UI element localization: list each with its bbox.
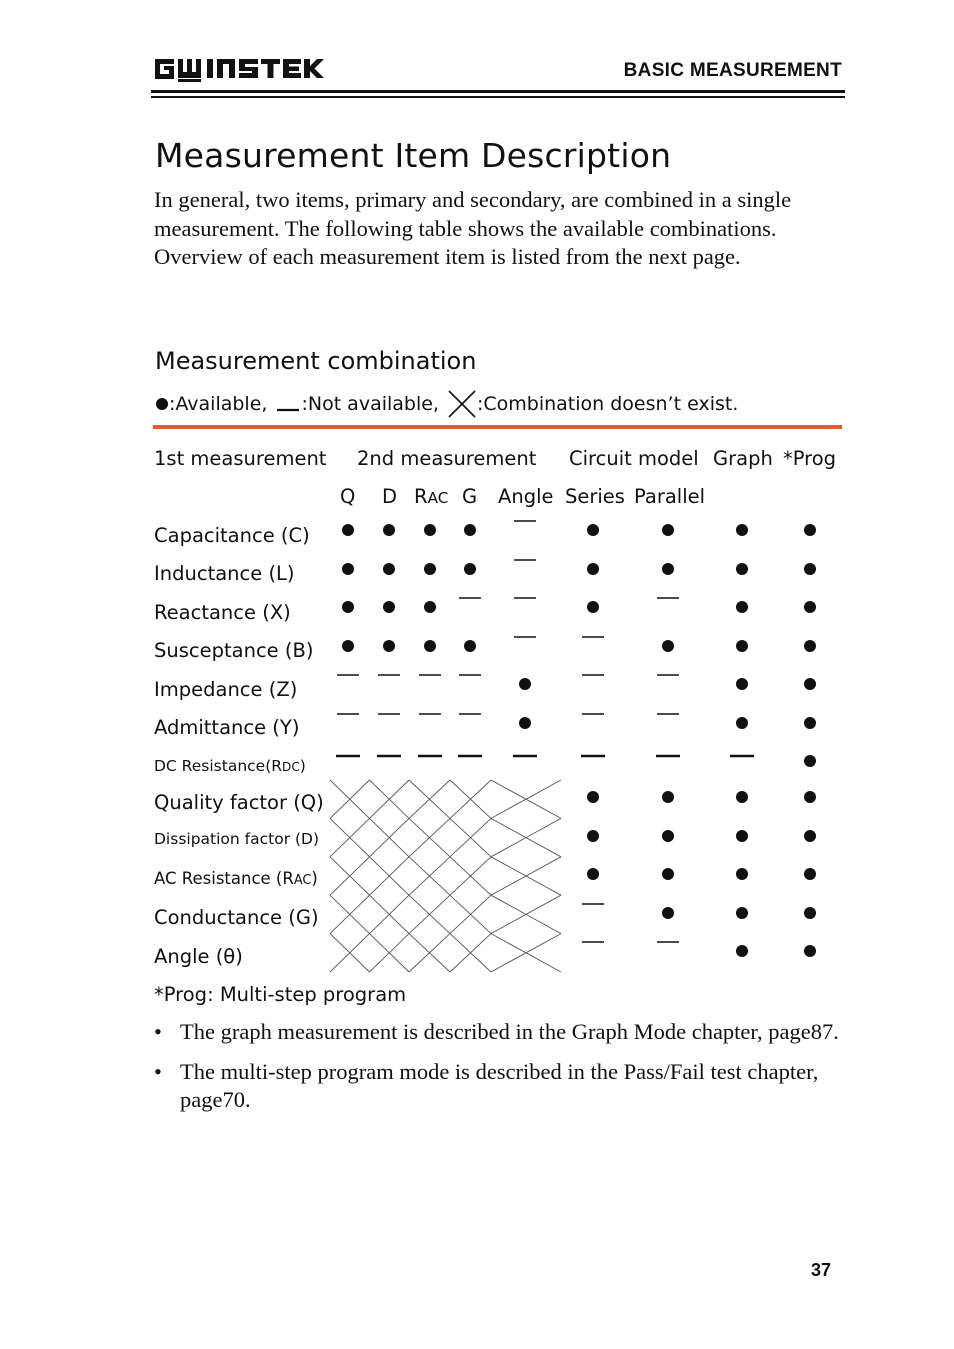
row-label-susceptance: Susceptance (B) bbox=[154, 639, 314, 662]
note-item: • The graph measurement is described in the Graph Mode chapter, page87. bbox=[154, 1018, 844, 1046]
available-mark bbox=[424, 640, 436, 652]
available-mark bbox=[424, 563, 436, 575]
available-mark bbox=[383, 601, 395, 613]
row-label-dc-sub: DC bbox=[282, 760, 300, 774]
available-mark bbox=[662, 640, 674, 652]
header-prog: *Prog bbox=[783, 447, 837, 470]
available-mark bbox=[424, 601, 436, 613]
subheader-angle: Angle bbox=[498, 485, 554, 508]
available-mark bbox=[342, 640, 354, 652]
header-circuit-model: Circuit model bbox=[569, 447, 699, 470]
available-mark bbox=[804, 945, 816, 957]
legend-not-available-label: :Not available, bbox=[301, 393, 439, 415]
available-mark bbox=[519, 678, 531, 690]
row-label-ac-end: ) bbox=[311, 869, 318, 888]
available-mark bbox=[736, 640, 748, 652]
available-mark bbox=[342, 524, 354, 536]
subheader-g: G bbox=[462, 485, 478, 508]
row-label-quality-factor: Quality factor (Q) bbox=[154, 791, 324, 814]
available-mark bbox=[804, 640, 816, 652]
available-mark bbox=[804, 678, 816, 690]
available-mark bbox=[736, 791, 748, 803]
row-label-inductance: Inductance (L) bbox=[154, 562, 295, 585]
header-first-measurement: 1st measurement bbox=[154, 447, 327, 470]
available-mark bbox=[736, 524, 748, 536]
available-mark bbox=[662, 563, 674, 575]
intro-paragraph: In general, two items, primary and secondary, are combined in a single measurement. The following table shows the available combinations. Overview of each measurement item is listed from the next page. bbox=[154, 187, 792, 269]
available-mark bbox=[804, 601, 816, 613]
available-mark bbox=[662, 830, 674, 842]
subheader-q: Q bbox=[340, 485, 356, 508]
available-mark bbox=[736, 945, 748, 957]
section-name: BASIC MEASUREMENT bbox=[623, 60, 842, 81]
header-graph: Graph bbox=[713, 447, 773, 470]
available-mark bbox=[342, 563, 354, 575]
section-subtitle: Measurement combination bbox=[155, 347, 477, 375]
available-mark bbox=[736, 907, 748, 919]
available-mark bbox=[519, 717, 531, 729]
row-label-ac-sub: AC bbox=[293, 873, 312, 888]
subheader-parallel: Parallel bbox=[634, 485, 706, 508]
row-label-conductance: Conductance (G) bbox=[154, 906, 319, 929]
available-mark bbox=[383, 640, 395, 652]
available-mark bbox=[736, 830, 748, 842]
row-label-angle: Angle (θ) bbox=[154, 945, 243, 968]
page-number: 37 bbox=[810, 1260, 831, 1280]
available-mark bbox=[587, 524, 599, 536]
available-mark bbox=[804, 717, 816, 729]
note-item: • The multi-step program mode is described in the Pass/Fail test chapter, page70. bbox=[154, 1058, 844, 1114]
page-title: Measurement Item Description bbox=[155, 136, 672, 175]
available-mark bbox=[662, 791, 674, 803]
available-mark bbox=[424, 524, 436, 536]
available-mark bbox=[736, 868, 748, 880]
available-mark bbox=[587, 601, 599, 613]
available-mark bbox=[383, 563, 395, 575]
available-mark bbox=[662, 524, 674, 536]
available-mark bbox=[587, 868, 599, 880]
available-mark bbox=[342, 601, 354, 613]
available-mark bbox=[587, 830, 599, 842]
row-label-dissipation-factor: Dissipation factor (D) bbox=[154, 830, 320, 848]
subheader-d: D bbox=[382, 485, 398, 508]
available-mark bbox=[383, 524, 395, 536]
footnote: *Prog: Multi-step program bbox=[154, 983, 407, 1006]
available-mark bbox=[804, 907, 816, 919]
available-mark bbox=[804, 830, 816, 842]
row-label-dc-main: DC Resistance(R bbox=[154, 757, 283, 775]
available-mark bbox=[804, 524, 816, 536]
available-mark bbox=[736, 601, 748, 613]
available-mark bbox=[804, 563, 816, 575]
available-mark bbox=[662, 868, 674, 880]
available-mark bbox=[804, 868, 816, 880]
available-mark bbox=[464, 524, 476, 536]
row-label-dc-end: ) bbox=[299, 757, 306, 775]
available-mark bbox=[464, 640, 476, 652]
available-mark bbox=[587, 791, 599, 803]
row-label-impedance: Impedance (Z) bbox=[154, 678, 298, 701]
subheader-series: Series bbox=[565, 485, 625, 508]
legend-available-label: :Available, bbox=[169, 393, 268, 415]
legend-not-exist-label: :Combination doesn’t exist. bbox=[476, 393, 739, 415]
available-mark bbox=[736, 563, 748, 575]
available-mark bbox=[804, 791, 816, 803]
header-second-measurement: 2nd measurement bbox=[357, 447, 537, 470]
subheader-rac-main: R bbox=[414, 485, 428, 508]
available-mark bbox=[662, 907, 674, 919]
row-label-ac-main: AC Resistance (R bbox=[154, 869, 294, 888]
available-mark bbox=[464, 563, 476, 575]
available-mark bbox=[804, 755, 816, 767]
notes-list bbox=[154, 1018, 844, 1126]
row-label-admittance: Admittance (Y) bbox=[154, 716, 300, 739]
row-label-capacitance: Capacitance (C) bbox=[154, 524, 310, 547]
subheader-rac-sub: AC bbox=[427, 489, 449, 507]
available-mark bbox=[736, 717, 748, 729]
available-mark bbox=[587, 563, 599, 575]
row-label-reactance: Reactance (X) bbox=[154, 601, 291, 624]
available-mark bbox=[736, 678, 748, 690]
